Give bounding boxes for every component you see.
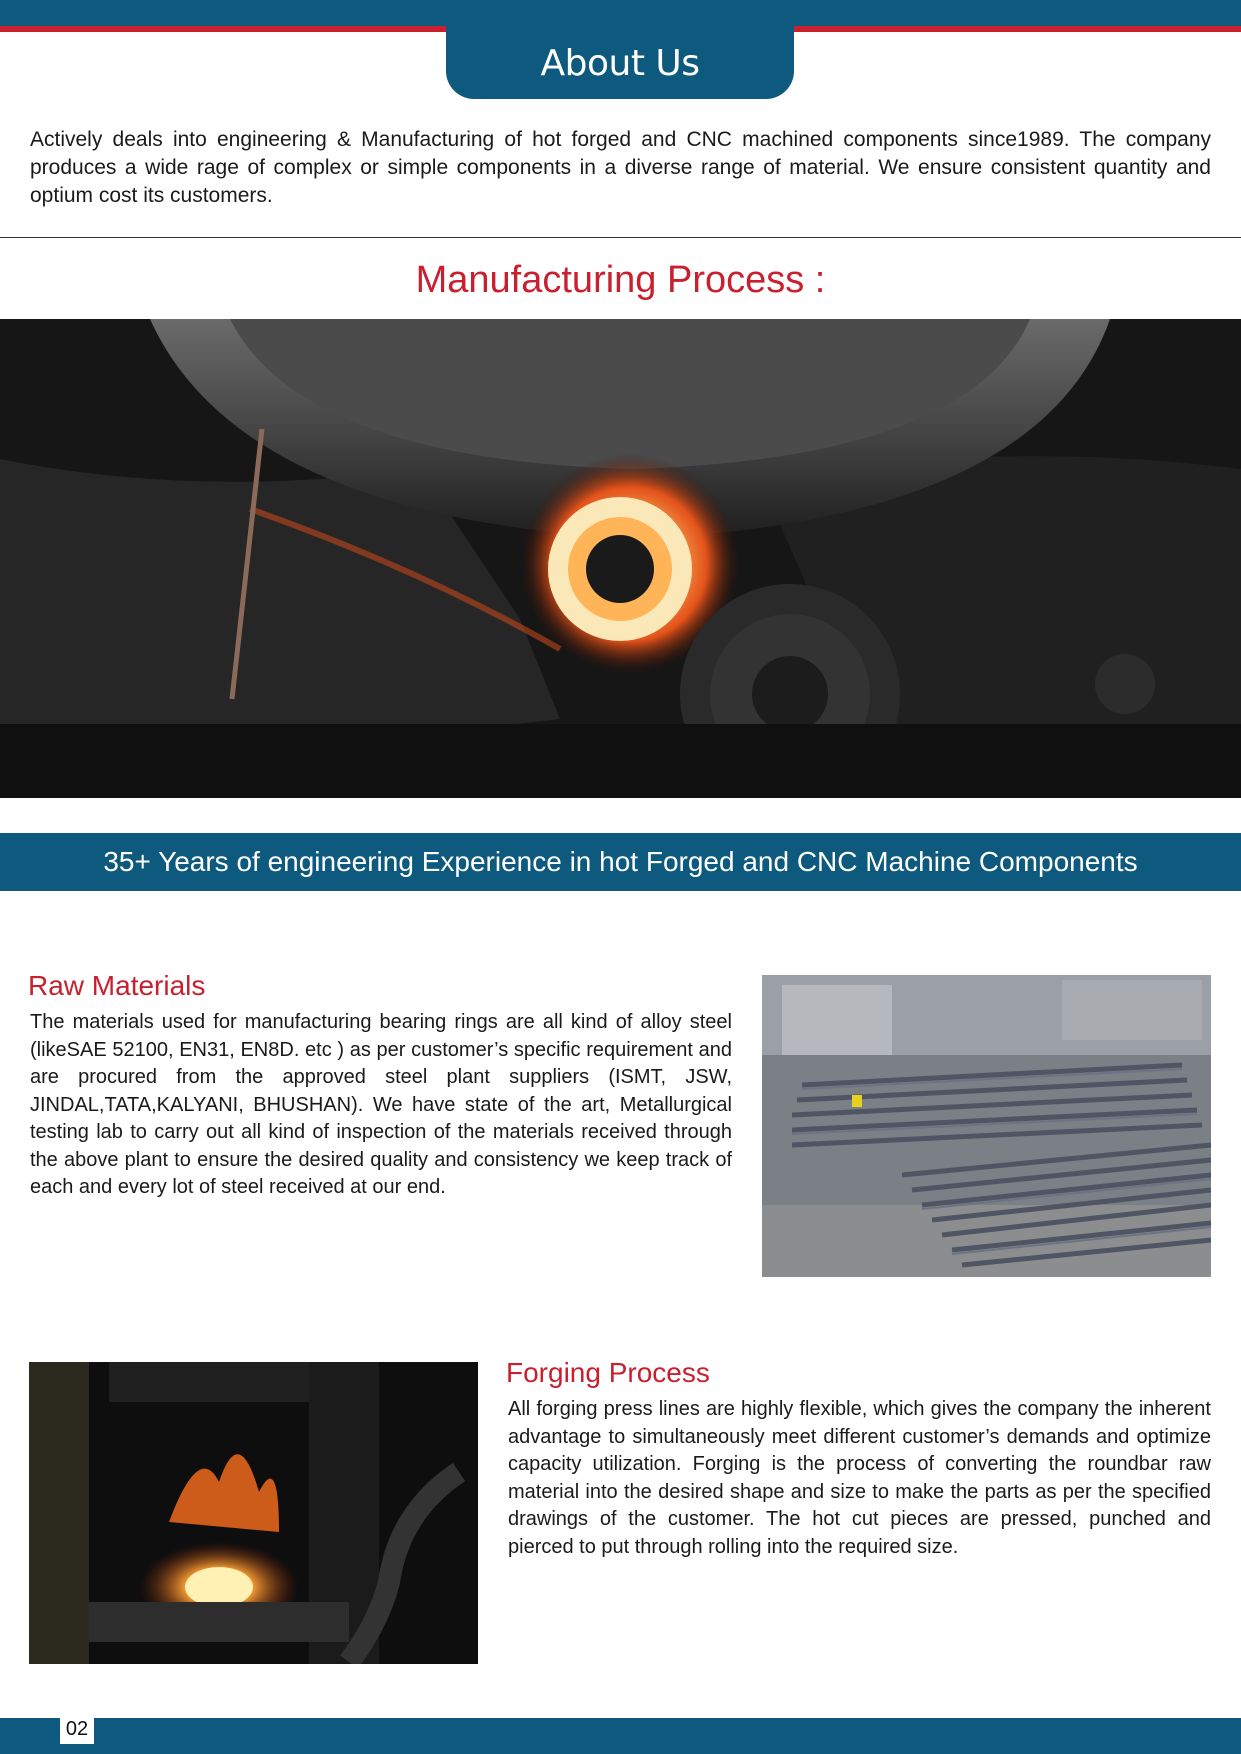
footer-bar bbox=[0, 1718, 1241, 1754]
ring-rolling-photo bbox=[0, 319, 1241, 798]
section-divider bbox=[0, 237, 1241, 238]
raw-materials-paragraph: The materials used for manufacturing bearing rings are all kind of alloy steel (likeSAE 52100, EN31, EN8D. etc ) as per customer’s specific requirement and are procured from the approved steel plant suppliers (ISMT, JSW, JINDAL,TATA,KALYANI, BHUSHAN). We have state of the art, Metallurgical testing lab to carry out all kind of inspection of the materials received through the above plant to ensure the desired quality and consistency we keep track of each and every lot of steel received at our end. bbox=[30, 1011, 732, 1198]
raw-materials-heading: Raw Materials bbox=[28, 970, 206, 1001]
page-title: About Us bbox=[446, 0, 794, 99]
steel-bars-photo bbox=[762, 975, 1211, 1277]
header-accent-line-right bbox=[792, 26, 1241, 32]
page-number: 02 bbox=[60, 1714, 94, 1744]
about-paragraph: Actively deals into engineering & Manufacturing of hot forged and CNC machined components since1989. The company produces a wide rage of complex or simple components in a diverse range of material. We ensure consistent quantity and optium cost its customers. bbox=[30, 128, 1211, 207]
forging-process-heading: Forging Process bbox=[506, 1357, 710, 1388]
forging-press-photo bbox=[29, 1362, 478, 1664]
forging-process-paragraph: All forging press lines are highly flexible, which gives the company the inherent advantage to simultaneously meet different customer’s demands and optimize capacity utilization. Forging is the process of converting the roundbar raw material into the desired shape and size to make the parts as per the specified drawings of the customer. The hot cut pieces are pressed, punched and pierced to put through rolling into the required size. bbox=[508, 1398, 1211, 1558]
header-accent-line-left bbox=[0, 26, 448, 32]
experience-banner: 35+ Years of engineering Experience in hot Forged and CNC Machine Components bbox=[0, 833, 1241, 891]
manufacturing-process-heading: Manufacturing Process : bbox=[415, 259, 826, 301]
